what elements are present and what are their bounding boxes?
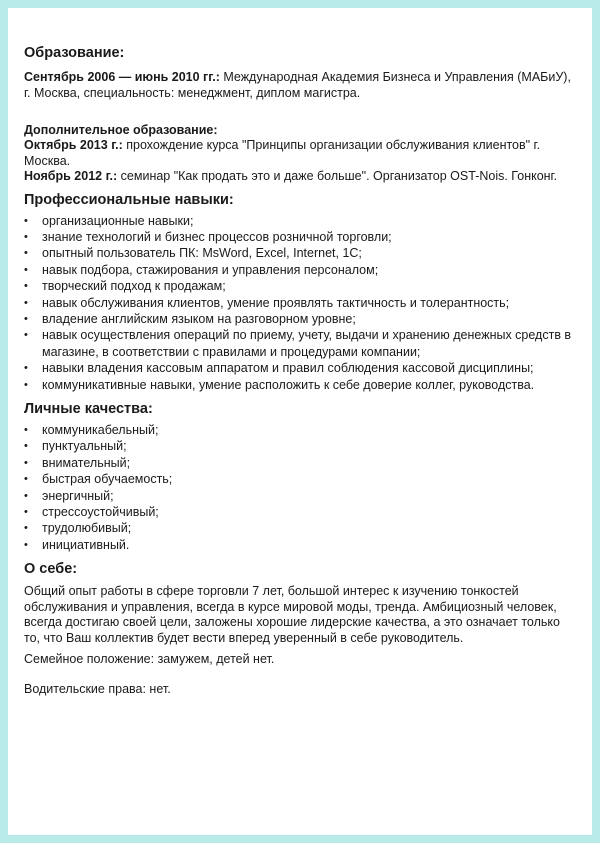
education-heading: Образование:: [24, 45, 125, 61]
marital-status: Семейное положение: замужем, детей нет.: [24, 652, 275, 667]
additional-education-text: прохождение курса "Принципы организации обслуживания клиентов" г. Москва.: [24, 138, 541, 168]
list-item: • навык осуществления операций по приему, учету, выдачи и хранению денежных средств в магазине, в соответствии с правилами и процедурами компании;: [24, 327, 572, 360]
spacer: [24, 113, 572, 123]
driving-license: Водительские права: нет.: [24, 681, 171, 696]
qualities-section: [24, 400, 572, 553]
list-item: • внимательный;: [24, 455, 572, 471]
skills-heading: Профессиональные навыки:: [24, 191, 234, 208]
list-item: • стрессоустойчивый;: [24, 504, 572, 520]
qualities-heading: Личные качества:: [24, 400, 153, 417]
list-item: • творческий подход к продажам;: [24, 278, 572, 294]
about-heading: О себе:: [24, 561, 78, 578]
additional-education-date: Октябрь 2013 г.:: [24, 138, 123, 152]
list-item: • быстрая обучаемость;: [24, 471, 572, 487]
additional-education-section: [24, 123, 572, 185]
list-item: • организационные навыки;: [24, 213, 572, 229]
list-item: • инициативный.: [24, 537, 572, 553]
about-paragraph: Общий опыт работы в сфере торговли 7 лет, большой интерес к изучению тонкостей обслуживания и управления, всегда в курсе мировой моды, тренда. Амбициозный человек, всегда достигаю своей цели, заложены хорошие лидерские качества, а это означает только то, что Ваш коллектив будет вести вперед уверенный в себе руководитель.: [24, 584, 560, 645]
skills-section: [24, 191, 572, 393]
list-item: • знание технологий и бизнес процессов розничной торговли;: [24, 229, 572, 245]
education-entry: [24, 70, 572, 101]
qualities-list: [24, 422, 572, 553]
list-item: • навык подбора, стажирования и управления персоналом;: [24, 262, 572, 278]
list-item: • владение английским языком на разговорном уровне;: [24, 311, 572, 327]
additional-education-heading: Дополнительное образование:: [24, 123, 218, 137]
list-item: • трудолюбивый;: [24, 520, 572, 536]
list-item: • коммуникабельный;: [24, 422, 572, 438]
additional-education-date: Ноябрь 2012 г.:: [24, 169, 118, 183]
list-item: • навыки владения кассовым аппаратом и правил соблюдения кассовой дисциплины;: [24, 360, 572, 376]
additional-education-entry: [24, 169, 572, 185]
education-dates: Сентябрь 2006 — июнь 2010 гг.:: [24, 70, 220, 84]
list-item: • энергичный;: [24, 488, 572, 504]
additional-education-text: семинар "Как продать это и даже больше". Организатор OST-Nois. Гонконг.: [117, 169, 558, 183]
about-section: [24, 560, 572, 697]
education-section: [24, 44, 572, 101]
list-item: • навык обслуживания клиентов, умение проявлять тактичность и толерантность;: [24, 295, 572, 311]
education-text: Международная Академия Бизнеса и Управления (МАБиУ), г. Москва, специальность: менеджмент, диплом магистра.: [24, 70, 571, 100]
skills-list: [24, 213, 572, 393]
resume-page: [8, 8, 592, 835]
list-item: • коммуникативные навыки, умение расположить к себе доверие коллег, руководства.: [24, 377, 572, 393]
list-item: • пунктуальный;: [24, 438, 572, 454]
additional-education-entry: [24, 138, 572, 169]
list-item: • опытный пользователь ПК: MsWord, Excel, Internet, 1С;: [24, 245, 572, 261]
